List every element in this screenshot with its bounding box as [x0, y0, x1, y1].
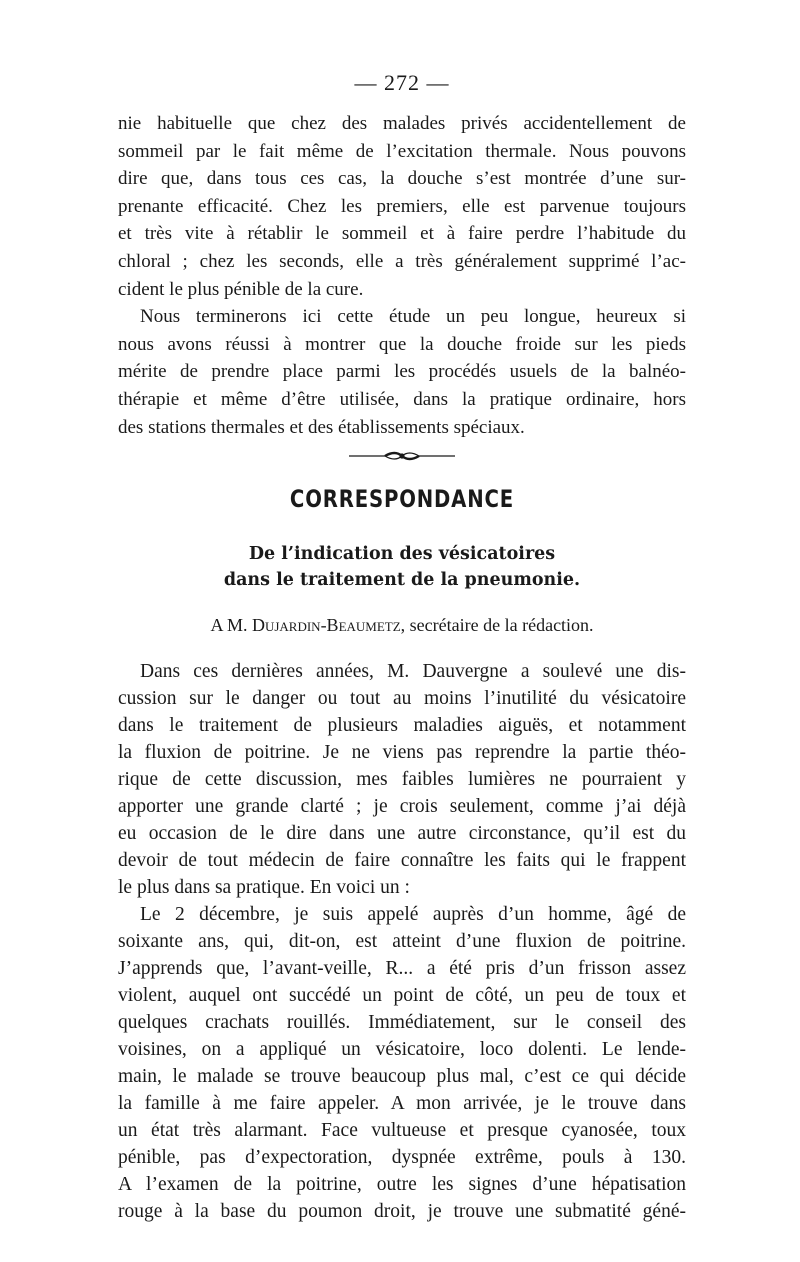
letter-paragraph-1: [118, 658, 686, 901]
addressee-prefix: A M.: [210, 615, 252, 636]
text-line: nie habituelle que chez des malades privés accidentellement de: [118, 113, 686, 134]
text-line: pénible, pas d’expectoration, dyspnée extrême, pouls à 130.: [118, 1147, 686, 1169]
ornament-divider-icon: [347, 449, 457, 463]
text-line: cussion sur le danger ou tout au moins l’inutilité du vésicatoire: [118, 688, 686, 710]
letter-addressee: [118, 615, 686, 636]
text-line: thérapie et même d’être utilisée, dans la pratique ordinaire, hors: [118, 388, 686, 410]
text-line: dans le traitement de plusieurs maladies aiguës, et notamment: [118, 715, 686, 737]
text-line: eu occasion de le dire dans une autre circonstance, qu’il est du: [118, 823, 686, 845]
text-line: apporter une grande clarté ; je crois seulement, comme j’ai déjà: [118, 796, 686, 818]
text-line: A l’examen de la poitrine, outre les signes d’une hépatisation: [118, 1174, 686, 1196]
section-title: CORRESPONDANCE: [289, 485, 515, 514]
text-line: sommeil par le fait même de l’excitation thermale. Nous pouvons: [118, 140, 686, 162]
text-line: devoir de tout médecin de faire connaître les faits qui le frappent: [118, 850, 686, 872]
text-line: et très vite à rétablir le sommeil et à faire perdre l’habitude du: [118, 223, 686, 245]
text-line: rouge à la base du poumon droit, je trouve une submatité géné-: [118, 1201, 686, 1223]
text-line: mérite de prendre place parmi les procédés usuels de la balnéo-: [118, 361, 686, 383]
text-line: Le 2 décembre, je suis appelé auprès d’un homme, âgé de: [140, 904, 686, 926]
text-line: main, le malade se trouve beaucoup plus mal, c’est ce qui décide: [118, 1066, 686, 1088]
article-subtitle-line1: De l’indication des vésicatoires: [248, 544, 556, 565]
conclusion-paragraph: [118, 303, 686, 441]
addressee-name: Dujardin-Beaumetz: [251, 615, 401, 636]
text-line: prenante efficacité. Chez les premiers, elle est parvenue toujours: [118, 195, 686, 217]
intro-paragraph: [118, 110, 686, 303]
letter-paragraph-2: [118, 901, 686, 1225]
page-number: — 272 —: [354, 70, 450, 95]
text-line: J’apprends que, l’avant-veille, R... a été pris d’un frisson assez: [118, 958, 686, 980]
text-line: soixante ans, qui, dit-on, est atteint d’une fluxion de poitrine.: [118, 931, 686, 953]
text-line: nous avons réussi à montrer que la douche froide sur les pieds: [118, 333, 686, 355]
article-subtitle-line2: dans le traitement de la pneumonie.: [223, 570, 581, 591]
text-line: Nous terminerons ici cette étude un peu longue, heureux si: [140, 306, 686, 328]
text-line: voisines, on a appliqué un vésicatoire, loco dolenti. Le lende-: [118, 1039, 686, 1061]
text-line: le plus dans sa pratique. En voici un :: [118, 877, 410, 899]
addressee-title: , secrétaire de la rédaction.: [400, 615, 594, 636]
text-line: rique de cette discussion, mes faibles lumières ne pourraient y: [118, 769, 686, 791]
text-line: la fluxion de poitrine. Je ne viens pas reprendre la partie théo-: [118, 742, 686, 764]
book-page: [118, 70, 686, 1225]
text-line: un état très alarmant. Face vultueuse et presque cyanosée, toux: [118, 1120, 686, 1142]
text-line: des stations thermales et des établissements spéciaux.: [118, 416, 525, 438]
text-line: violent, auquel ont succédé un point de côté, un peu de toux et: [118, 985, 686, 1007]
text-line: Dans ces dernières années, M. Dauvergne a soulevé une dis-: [140, 661, 686, 683]
text-line: dire que, dans tous ces cas, la douche s’est montrée d’une sur-: [118, 168, 686, 190]
text-line: quelques crachats rouillés. Immédiatement, sur le conseil des: [118, 1012, 686, 1034]
text-line: la famille à me faire appeler. A mon arrivée, je le trouve dans: [118, 1093, 686, 1115]
text-line: chloral ; chez les seconds, elle a très généralement supprimé l’ac-: [118, 250, 686, 272]
text-line: cident le plus pénible de la cure.: [118, 278, 364, 300]
